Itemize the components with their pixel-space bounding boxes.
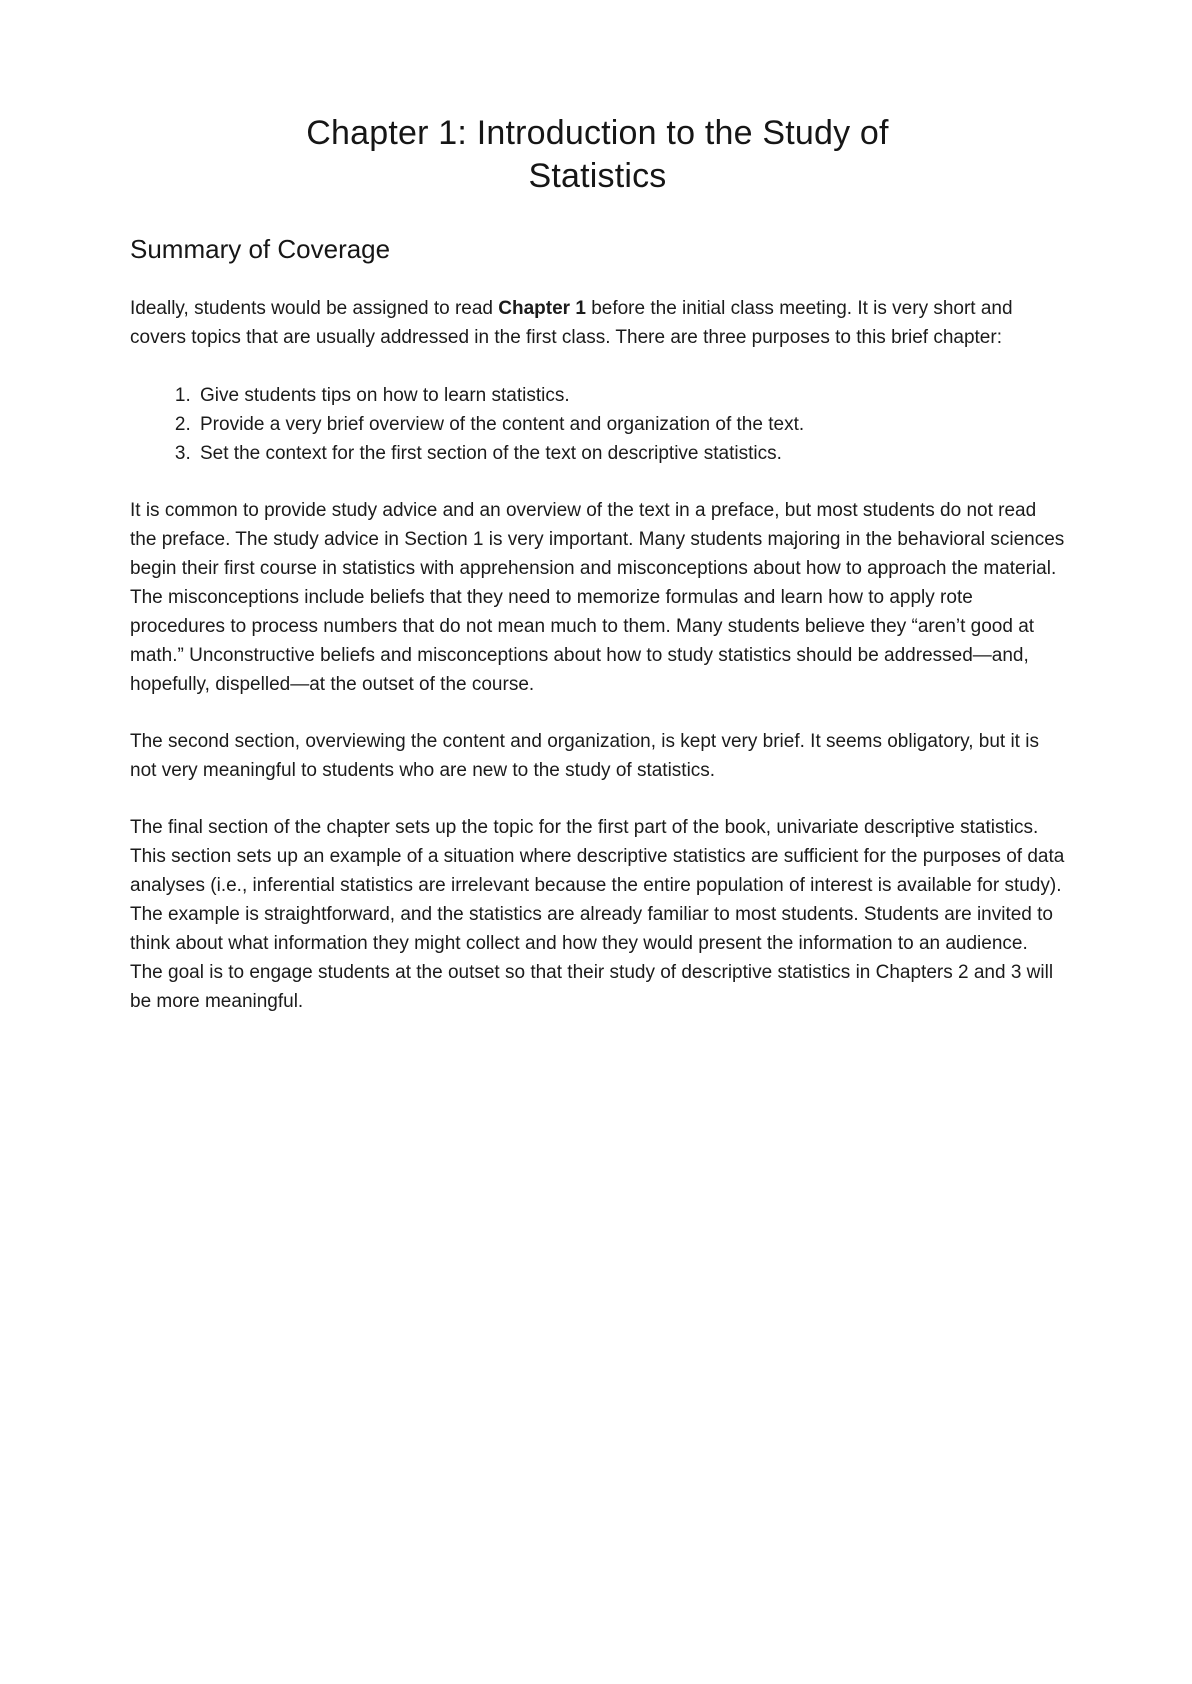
study-advice-paragraph: It is common to provide study advice and an overview of the text in a preface, but most students do not read the preface. The study advice in Section 1 is very important. Many students majoring in the behavioral sciences begin their first course in statistics with apprehension and misconceptions about how to approach the material. The misconceptions include beliefs that they need to memorize formulas and learn how to apply rote procedures to process numbers that do not mean much to them. Many students believe they “aren’t good at math.” Unconstructive beliefs and misconceptions about how to study statistics should be addressed—and, hopefully, dispelled—at the outset of the course. — [130, 500, 1065, 695]
intro-paragraph — [130, 294, 1065, 352]
list-item: 2. Provide a very brief overview of the content and organization of the text. — [196, 410, 1065, 439]
second-section-paragraph: The second section, overviewing the content and organization, is kept very brief. It seems obligatory, but it is not very meaningful to students who are new to the study of statistics. — [130, 731, 1039, 781]
chapter-title-line1: Chapter 1: Introduction to the Study of — [306, 114, 889, 152]
document-content — [130, 0, 1065, 1016]
list-item: 3. Set the context for the first section of the text on descriptive statistics. — [196, 439, 1065, 468]
chapter-title — [130, 112, 1065, 198]
list-item: 1. Give students tips on how to learn statistics. — [196, 381, 1065, 410]
chapter-title-line2: Statistics — [528, 157, 667, 195]
intro-paragraph-post: before the initial class meeting. It is very short and covers topics that are usually addressed in the first class. There are three purposes to this brief chapter: — [130, 298, 1013, 348]
intro-paragraph-bold-chapter-ref: Chapter 1 — [498, 298, 586, 319]
intro-paragraph-pre: Ideally, students would be assigned to read — [130, 298, 499, 319]
purposes-list — [130, 381, 1065, 468]
final-section-paragraph: The final section of the chapter sets up the topic for the first part of the book, univariate descriptive statistics. This section sets up an example of a situation where descriptive statistics are sufficient for the purposes of data analyses (i.e., inferential statistics are irrelevant because the entire population of interest is available for study). The example is straightforward, and the statistics are already familiar to most students. Students are invited to think about what information they might collect and how they would present the information to an audience. The goal is to engage students at the outset so that their study of descriptive statistics in Chapters 2 and 3 will be more meaningful. — [130, 817, 1065, 1012]
section-heading: Summary of Coverage — [130, 234, 391, 264]
